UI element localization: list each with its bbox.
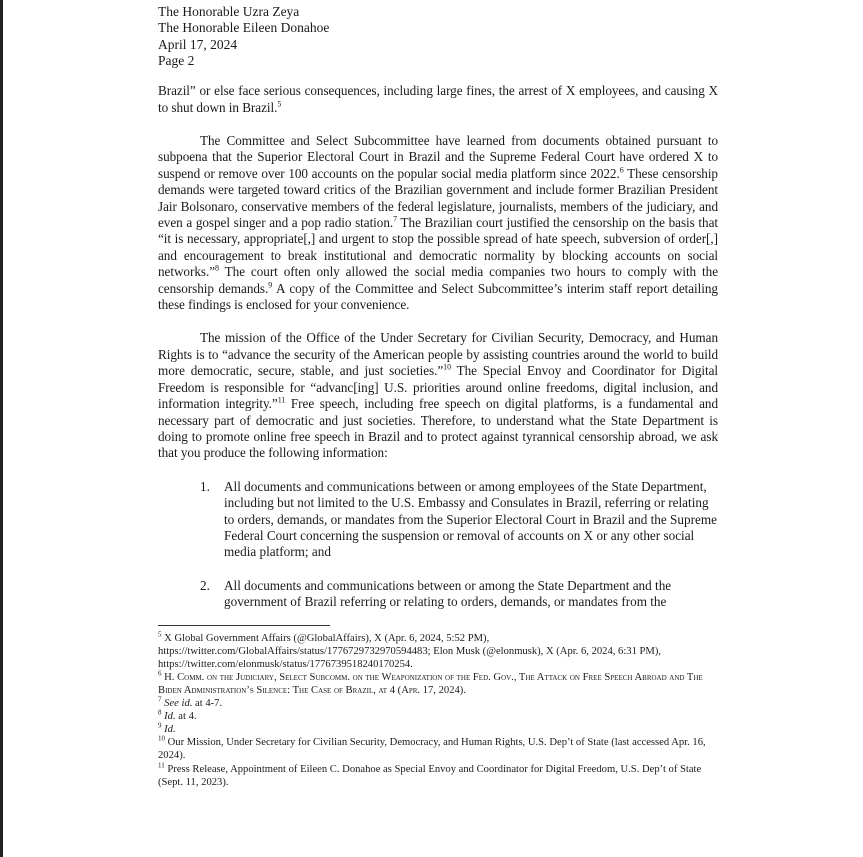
- scan-edge: [0, 0, 3, 857]
- footnote-ref: 11: [277, 395, 286, 405]
- list-number: 2.: [200, 577, 210, 593]
- letter-date: April 17, 2024: [158, 36, 238, 52]
- footnote-7: $^7$ See id. at 4-7.: [158, 695, 223, 710]
- letter-header: [158, 4, 718, 69]
- letter-page: [158, 4, 718, 789]
- list-number: 1.: [200, 478, 210, 494]
- addressee-1: The Honorable Uzra Zeya: [158, 4, 300, 19]
- paragraph-office-mission: The mission of the Office of the Under Secretary for Civilian Security, Democracy, and Human Rights is to “advance the security of the American people by assisting countries around the world to build more democratic, secure, stable, and just societies.”$^{10}$ The Special Envoy and Coordinator for Digital Freedom is responsible for “advanc[ing] U.S. priorities around online freedoms, digital inclusion, and information integrity.”$^{11}$ Free speech, including free speech on digital platforms, is a fundamental and necessary part of democratic and just societies. Therefore, to understand what the State Department is doing to promote online free speech in Brazil and to protect against tyrannical censorship abroad, we ask that you produce the following information:: [158, 330, 719, 461]
- addressee-2: The Honorable Eileen Donahoe: [158, 20, 330, 36]
- footnote-ref: 8: [215, 263, 219, 273]
- footnote-ref: 10: [443, 362, 452, 372]
- footnote-10: $^{10}$ Our Mission, Under Secretary for Civilian Security, Democracy, and Human Rights, U.S. Dep’t of State (last accessed Apr. 16, 2024).: [158, 734, 706, 762]
- request-list: [158, 479, 718, 611]
- footnote-8: $^8$ Id. at 4.: [158, 708, 197, 723]
- footnote-9: $^9$ Id.: [158, 721, 176, 736]
- footnote-11: $^{11}$ Press Release, Appointment of Eileen C. Donahoe as Special Envoy and Coordinator for Digital Freedom, U.S. Dep’t of State (Sept. 11, 2023).: [158, 760, 702, 788]
- footnote-ref: 7: [393, 214, 398, 224]
- footnotes: [158, 632, 718, 789]
- list-text: All documents and communications between or among employees of the State Department, including but not limited to the U.S. Embassy and Consulates in Brazil, referring or relating to orders, demands, or mandates from the Superior Electoral Court in Brazil and the Supreme Federal Court concerning the suspension or removal of accounts on X or any other social media platform; and: [224, 478, 717, 560]
- list-text: All documents and communications between or among the State Department and the government of Brazil referring or relating to orders, demands, or mandates from the: [224, 577, 672, 610]
- paragraph-censorship-findings: The Committee and Select Subcommittee have learned from documents obtained pursuant to subpoena that the Superior Electoral Court in Brazil and the Supreme Federal Court have ordered X to suspend or remove over 100 accounts on the popular social media platform since 2022.$^6$ These censorship demands were targeted toward critics of the Brazilian government and include former Brazilian President Jair Bolsonaro, conservative members of the federal legislature, journalists, members of the judiciary, and even a gospel singer and a pop radio station.$^7$ The Brazilian court justified the censorship on the basis that “it is necessary, appropriate[,] and urgent to stop the possible spread of hate speech, subversion of order[,] and encouragement to break institutional and democratic normality by blocking accounts on social networks.”$^8$ The court often only allowed the social media companies two hours to comply with the censorship demands.$^9$ A copy of the Committee and Select Subcommittee’s interim staff report detailing these findings is enclosed for your convenience.: [158, 133, 718, 313]
- footnote-ref: 5: [277, 99, 282, 109]
- footnote-ref: 9: [268, 280, 273, 290]
- list-item: [158, 578, 718, 611]
- footnote-5: $^5$ X Global Government Affairs (@GlobalAffairs), X (Apr. 6, 2024, 5:52 PM), https://twitter.com/GlobalAffairs/status/1776729732970594483; Elon Musk (@elonmusk), X (Apr. 6, 2024, 6:31 PM), https://twitter.com/elonmusk/status/1776739518240170254.: [158, 630, 662, 670]
- list-item: [158, 479, 718, 561]
- footnote-ref: 6: [619, 165, 624, 175]
- page-number: Page 2: [158, 52, 195, 68]
- footnote-6: $^6$ H. Comm. on the Judiciary, Select Subcomm. on the Weaponization of the Fed. Gov., The Attack on Free Speech Abroad and The Biden Administration’s Silence: The Case of Brazil, at 4 (Apr. 17, 2024).: [158, 669, 703, 696]
- paragraph-continuation: Brazil” or else face serious consequences, including large fines, the arrest of X employees, and causing X to shut down in Brazil.$^5$: [158, 83, 718, 115]
